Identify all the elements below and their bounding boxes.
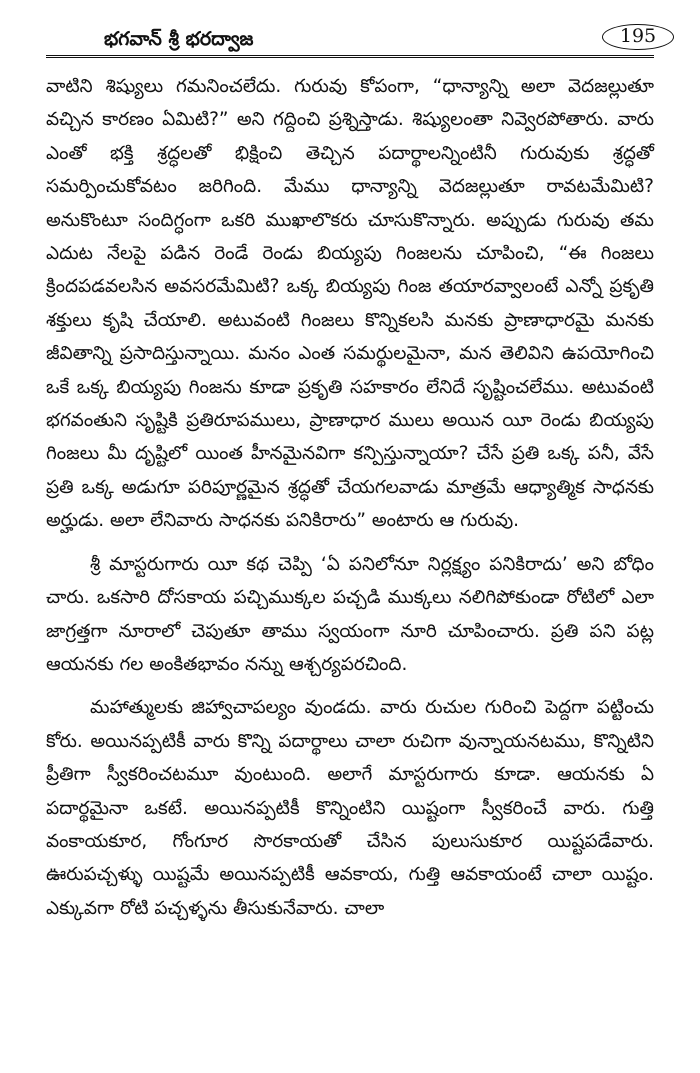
page-number: 195	[602, 24, 674, 50]
paragraph-2: శ్రీ మాస్టరుగారు యీ కథ చెప్పి ‘ఏ పనిలోనూ నిర్లక్ష్యం పనికిరాదు’ అని బోధిం చారు. ఒకసారి దోసకాయ పచ్చిముక్కల పచ్చడి ముక్కలు నలిగిపోకుండా రోటిలో ఎలా జాగ్రత్తగా నూరాలో చెపుతూ తాము స్వయంగా నూరి చూపించారు. ప్రతి పని పట్ల ఆయనకు గల అంకితభావం నన్ను ఆశ్చర్యపరచింది.	[46, 553, 654, 675]
paragraph-1: వాటిని శిష్యులు గమనించలేదు. గురువు కోపంగా, “ధాన్యాన్ని అలా వెదజల్లుతూ వచ్చిన కారణం ఏమిటి?” అని గద్దించి ప్రశ్నిస్తాడు. శిష్యులంతా నివ్వెరపోతారు. వారు ఎంతో భక్తి శ్రద్ధలతో భిక్షించి తెచ్చిన పదార్థాలన్నింటినీ గురువుకు శ్రద్ధతో సమర్పించుకోవటం జరిగింది. మేము ధాన్యాన్ని వెదజల్లుతూ రావటమేమిటి? అనుకొంటూ సందిగ్ధంగా ఒకరి ముఖాలొకరు చూసుకొన్నారు. అప్పుడు గురువు తమ ఎదుట నేలపై పడిన రెండే రెండు బియ్యపు గింజలను చూపించి, “ఈ గింజలు క్రిందపడవలసిన అవసరమేమిటి? ఒక్క బియ్యపు గింజ తయారవ్వాలంటే ఎన్నో ప్రకృతి శక్తులు కృషి చేయాలి. అటువంటి గింజలు కొన్నికలసి మనకు ప్రాణాధారమై మనకు జీవితాన్ని ప్రసాదిస్తున్నాయి. మనం ఎంత సమర్థులమైనా, మన తెలివిని ఉపయోగించి ఒకే ఒక్క బియ్యపు గింజను కూడా ప్రకృతి సహకారం లేనిదే సృష్టించలేము. అటువంటి భగవంతుని సృష్టికి ప్రతిరూపములు, ప్రాణాధార ములు అయిన యీ రెండు బియ్యపు గింజలు మీ దృష్టిలో యింత హీనమైనవిగా కన్పిస్తున్నాయా? చేసే ప్రతి ఒక్క పనీ, వేసే ప్రతి ఒక్క అడుగూ పరిపూర్ణమైన శ్రద్ధతో చేయగలవాడు మాత్రమే ఆధ్యాత్మిక సాధనకు అర్హుడు. అలా లేనివారు సాధనకు పనికిరారు” అంటారు ఆ గురువు.	[46, 76, 654, 532]
body-text	[46, 70, 654, 925]
paragraph-3: మహాత్ములకు జిహ్వాచాపల్యం వుండదు. వారు రుచుల గురించి పెద్దగా పట్టించు కోరు. అయినప్పటికీ వారు కొన్ని పదార్థాలు చాలా రుచిగా వున్నాయనటము, కొన్నిటిని ప్రీతిగా స్వీకరించటమూ వుంటుంది. అలాగే మాస్టరుగారు కూడా. ఆయనకు ఏ పదార్థమైనా ఒకటే. అయినప్పటికీ కొన్నింటిని యిష్టంగా స్వీకరించే వారు. గుత్తి వంకాయకూర, గోంగూర సొరకాయతో చేసిన పులుసుకూర యిష్టపడేవారు. ఊరుపచ్చళ్ళు యిష్టమే అయినప్పటికీ ఆవకాయ, గుత్తి ఆవకాయంటే చాలా యిష్టం. ఎక్కువగా రోటి పచ్చళ్ళను తీసుకునేవారు. చాలా	[46, 697, 654, 919]
running-header	[46, 24, 657, 58]
header-title: భగవాన్ శ్రీ భరద్వాజ	[104, 28, 254, 50]
